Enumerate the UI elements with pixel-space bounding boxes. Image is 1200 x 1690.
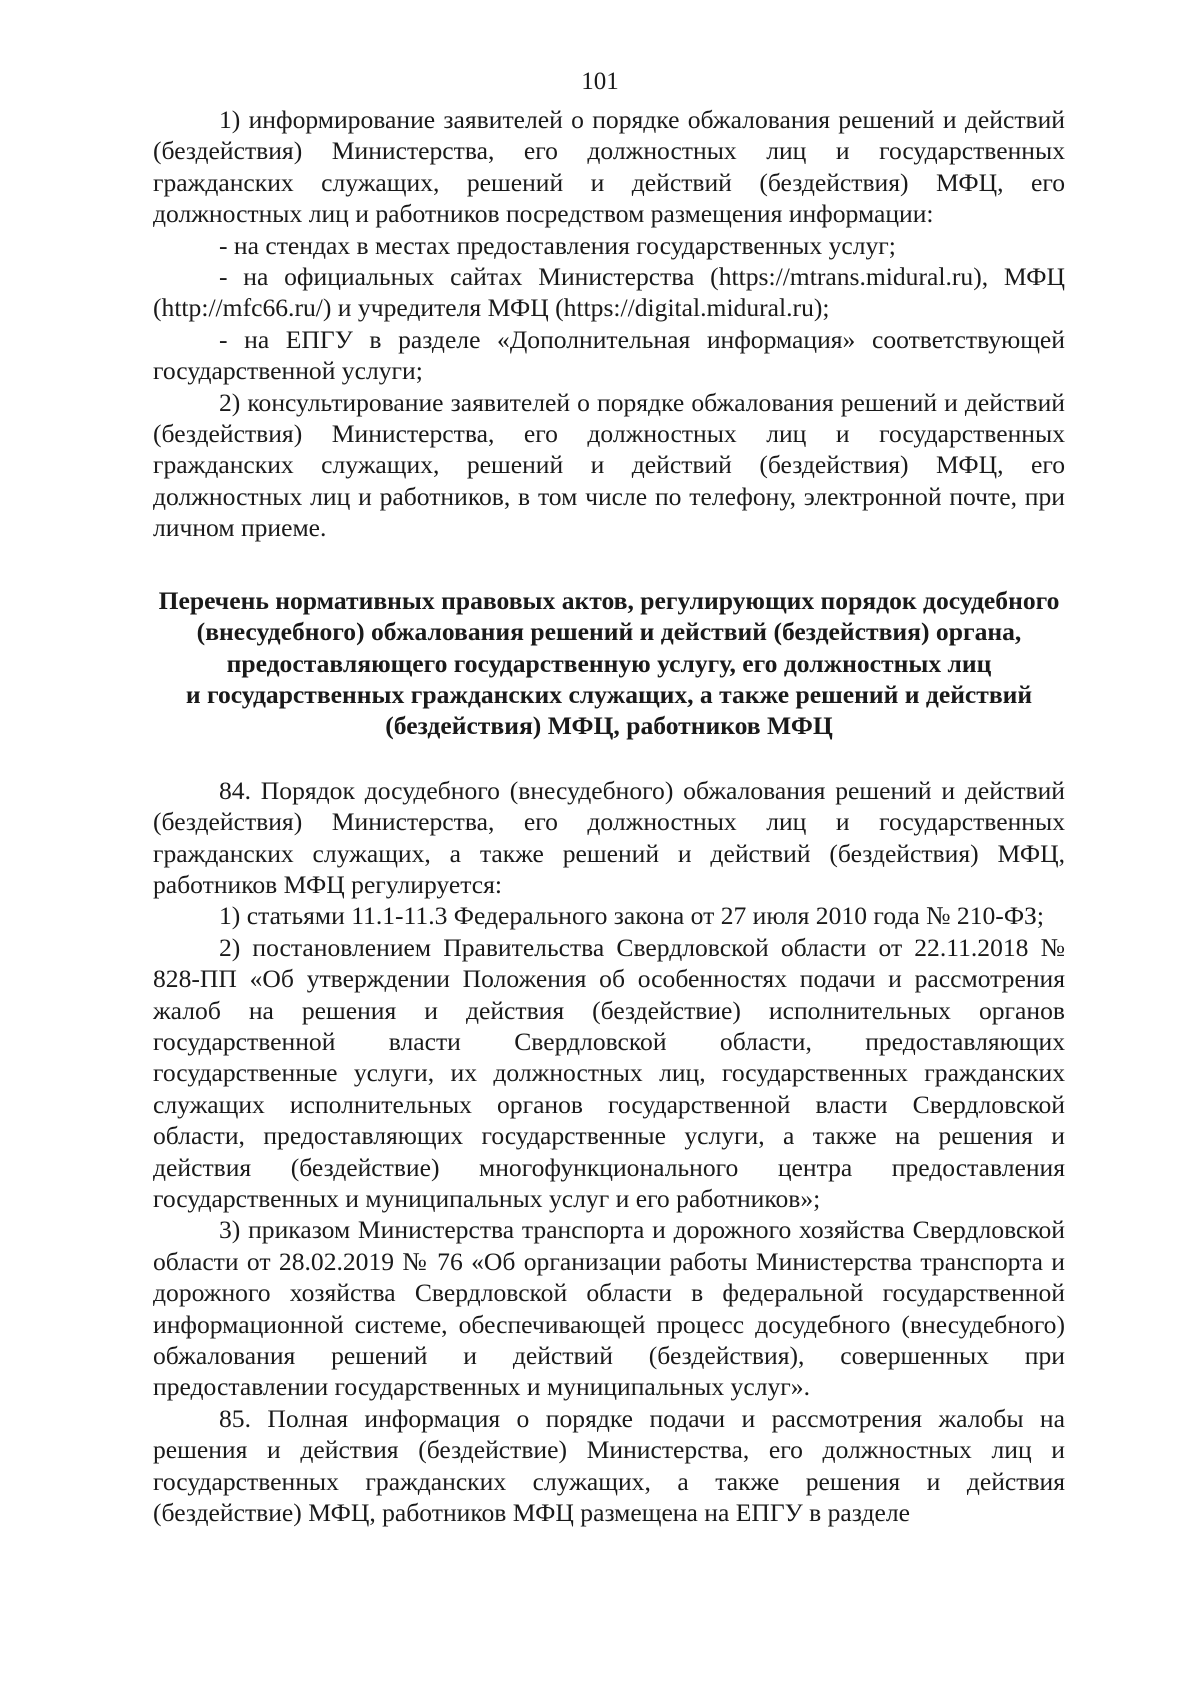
- document-body: [153, 104, 1065, 1528]
- paragraph-official-sites: - на официальных сайтах Министерства (https://mtrans.midural.ru), МФЦ (http://mfc66.ru/) и учредителя МФЦ (https://digital.midural.ru);: [153, 262, 1065, 323]
- paragraph-epgu: - на ЕПГУ в разделе «Дополнительная информация» соответствующей государственной услуги;: [153, 324, 1065, 386]
- paragraph-85: 85. Полная информация о порядке подачи и рассмотрения жалобы на решения и действия (бездействие) Министерства, его должностных лиц и государственных гражданских служащих, а также решения и действия (бездействие) МФЦ, работников МФЦ размещена на ЕПГУ в разделе: [153, 1403, 1065, 1528]
- heading-line: (внесудебного) обжалования решений и действий (бездействия) органа,: [196, 617, 1022, 647]
- heading-line: (бездействия) МФЦ, работников МФЦ: [385, 711, 833, 741]
- section-heading: [153, 585, 1065, 742]
- heading-line: и государственных гражданских служащих, а также решений и действий: [185, 679, 1033, 709]
- page-number: 101: [581, 68, 619, 95]
- paragraph-ministry-order: 3) приказом Министерства транспорта и дорожного хозяйства Свердловской области от 28.02.2019 № 76 «Об организации работы Министерства транспорта и дорожного хозяйства Свердловской области в федеральной государственной информационной системе, обеспечивающей процесс досудебного (внесудебного) обжалования решений и действий (бездействия), совершенных при предоставлении государственных и муниципальных услуг».: [153, 1215, 1065, 1402]
- heading-line: предоставляющего государственную услугу, его должностных лиц: [226, 648, 992, 678]
- paragraph-federal-law: 1) статьями 11.1-11.3 Федерального закона от 27 июля 2010 года № 210-ФЗ;: [219, 901, 1044, 931]
- paragraph-government-resolution: 2) постановлением Правительства Свердловской области от 22.11.2018 № 828-ПП «Об утверждении Положения об особенностях подачи и рассмотрения жалоб на решения и действия (бездействие) исполнительных органов государственной власти Свердловской области, предоставляющих государственные услуги, их должностных лиц, государственных гражданских служащих исполнительных органов государственной власти Свердловской области, предоставляющих государственные услуги, а также на решения и действия (бездействие) многофункционального центра предоставления государственных и муниципальных услуг и его работников»;: [153, 932, 1065, 1213]
- paragraph-consulting: 2) консультирование заявителей о порядке обжалования решений и действий (бездействия) Министерства, его должностных лиц и государственных гражданских служащих, решений и действий (бездействия) МФЦ, его должностных лиц и работников, в том числе по телефону, электронной почте, при личном приеме.: [153, 387, 1065, 543]
- paragraph-84: 84. Порядок досудебного (внесудебного) обжалования решений и действий (бездействия) Министерства, его должностных лиц и государственных гражданских служащих, а также решений и действий (бездействия) МФЦ, работников МФЦ регулируется:: [153, 775, 1065, 899]
- spacer: [153, 544, 1065, 585]
- paragraph-stands: - на стендах в местах предоставления государственных услуг;: [219, 230, 896, 260]
- heading-line: Перечень нормативных правовых актов, регулирующих порядок досудебного: [158, 585, 1060, 615]
- paragraph-informing: 1) информирование заявителей о порядке обжалования решений и действий (бездействия) Министерства, его должностных лиц и государственных гражданских служащих, решений и действий (бездействия) МФЦ, его должностных лиц и работников посредством размещения информации:: [153, 105, 1065, 229]
- spacer: [153, 742, 1065, 775]
